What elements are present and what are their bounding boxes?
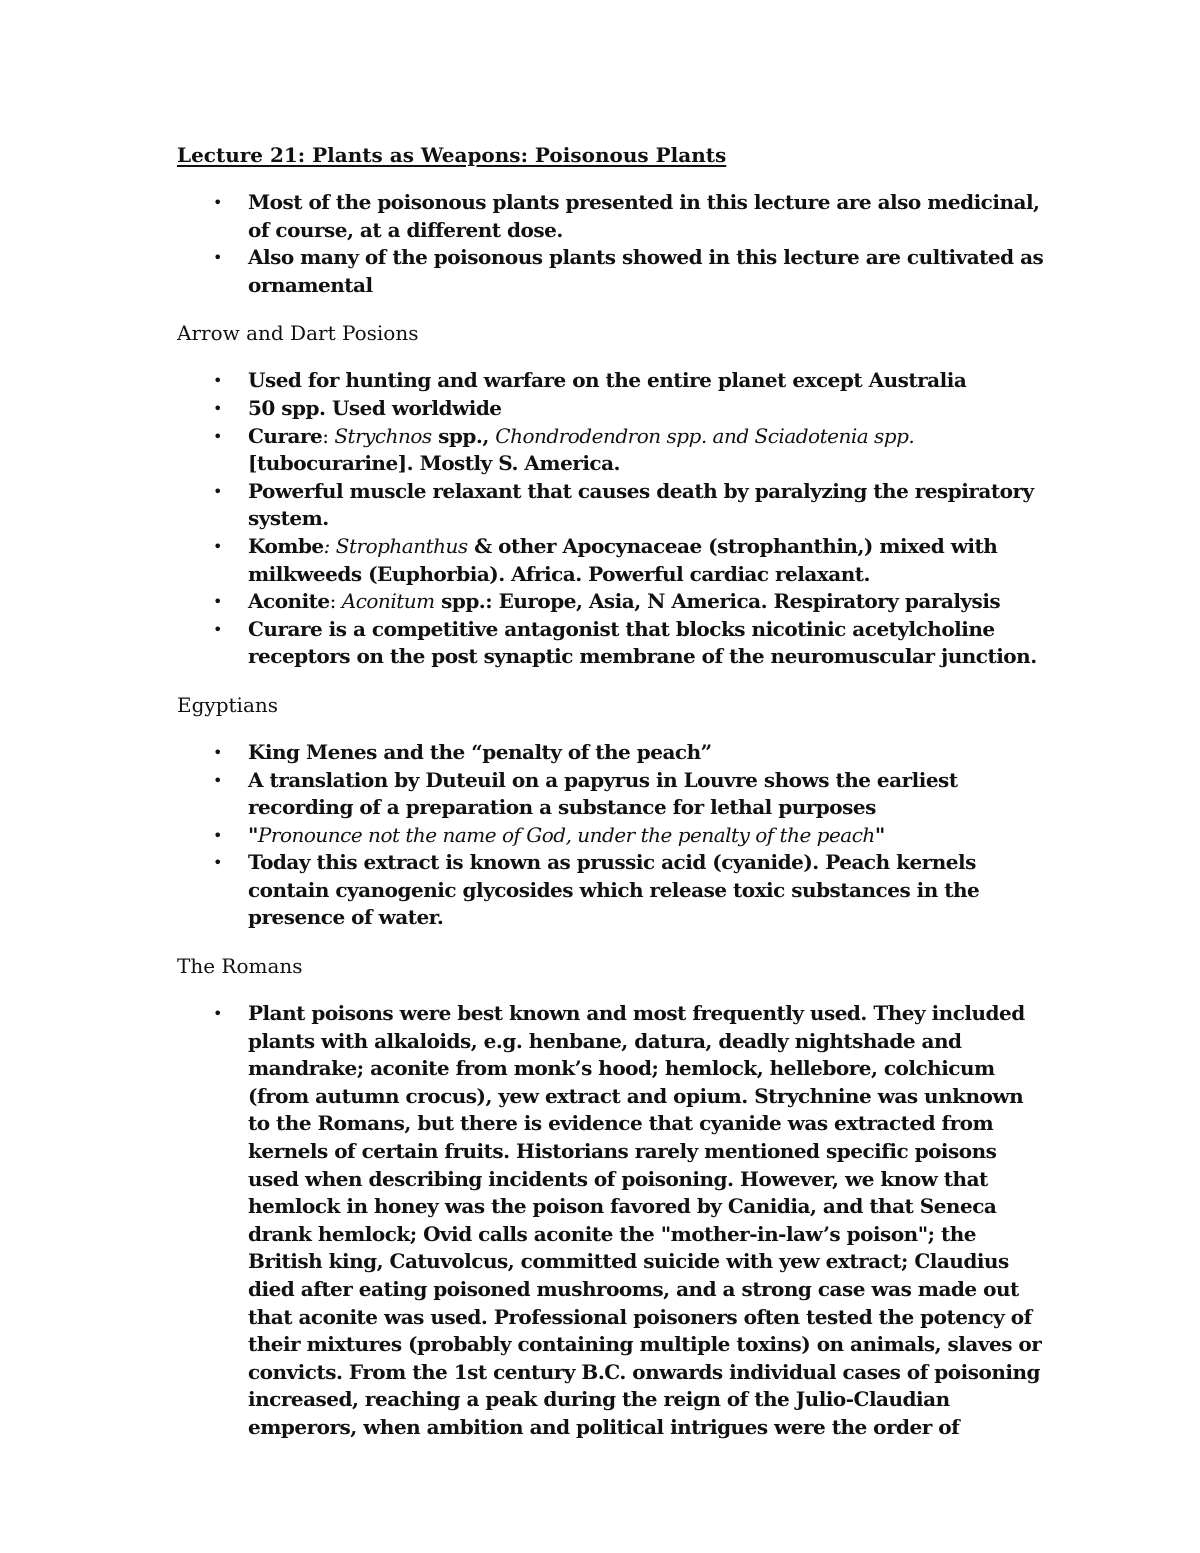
- arrow-list: [177, 367, 1050, 671]
- bullet-icon: •: [213, 770, 222, 790]
- bullet-icon: •: [213, 481, 222, 501]
- list-item: • Today this extract is known as prussic acid (cyanide). Peach kernels contain cyanogenic glycosides which release toxic substances in the presence of water.: [213, 850, 980, 930]
- list-item: • Curare is a competitive antagonist that blocks nicotinic acetylcholine receptors on the post synaptic membrane of the neuromuscular junction.: [213, 616, 1037, 669]
- bullet-icon: •: [213, 398, 222, 418]
- bullet-icon: •: [213, 536, 222, 556]
- bullet-icon: •: [213, 248, 222, 268]
- romans-list: [177, 1000, 1050, 1442]
- list-item: • Used for hunting and warfare on the entire planet except Australia: [177, 367, 1050, 395]
- section-heading-arrow: Arrow and Dart Posions: [177, 321, 419, 346]
- list-item: • A translation by Duteuil on a papyrus in Louvre shows the earliest recording of a preparation a substance for lethal purposes: [213, 767, 958, 820]
- bullet-icon: •: [213, 371, 222, 391]
- list-item: • King Menes and the “penalty of the peach”: [177, 739, 1050, 767]
- intro-list: [177, 189, 1050, 299]
- bullet-icon: •: [213, 742, 222, 762]
- section-heading-romans: The Romans: [177, 954, 303, 979]
- bullet-icon: •: [213, 853, 222, 873]
- egypt-list: [177, 739, 1050, 932]
- bullet-icon: •: [213, 1004, 222, 1024]
- bullet-icon: •: [213, 619, 222, 639]
- lecture-title: Lecture 21: Plants as Weapons: Poisonous Plants: [177, 143, 727, 167]
- bullet-icon: •: [213, 193, 222, 212]
- bullet-icon: •: [213, 825, 222, 845]
- list-item: • Powerful muscle relaxant that causes death by paralyzing the respiratory system.: [213, 478, 1034, 531]
- list-item: • Kombe: Strophanthus & other Apocynaceae (strophanthin,) mixed with milkweeds (Euphorbia). Africa. Powerful cardiac relaxant.: [213, 533, 998, 586]
- list-item: • Also many of the poisonous plants showed in this lecture are cultivated as ornamental: [213, 245, 1044, 297]
- list-item: • Aconite: Aconitum spp.: Europe, Asia, N America. Respiratory paralysis: [177, 588, 1050, 616]
- bullet-icon: •: [213, 426, 222, 446]
- list-item: • 50 spp. Used worldwide: [177, 395, 1050, 423]
- bullet-icon: •: [213, 592, 222, 612]
- section-heading-egyptians: Egyptians: [177, 692, 279, 717]
- list-item: • Curare: Strychnos spp., Chondrodendron spp. and Sciadotenia spp. [tubocurarine]. Mostly S. America.: [213, 423, 915, 476]
- list-item: • Plant poisons were best known and most frequently used. They included plants with alkaloids, e.g. henbane, datura, deadly nightshade and mandrake; aconite from monk’s hood; hemlock, hellebore, colchicum (from autumn crocus), yew extract and opium. Strychnine was unknown to the Romans, but there is evidence that cyanide was extracted from kernels of certain fruits. Historians rarely mentioned specific poisons used when describing incidents of poisoning. However, we know that hemlock in honey was the poison favored by Canidia, and that Seneca drank hemlock; Ovid calls aconite the "mother-in-law’s poison"; the British king, Catuvolcus, committed suicide with yew extract; Claudius died after eating poisoned mushrooms, and a strong case was made out that aconite was used. Professional poisoners often tested the potency of their mixtures (probably containing multiple toxins) on animals, slaves or convicts. From the 1st century B.C. onwards individual cases of poisoning increased, reaching a peak during the reign of the Julio-Claudian emperors, when ambition and political intrigues were the order of: [213, 1001, 1042, 1439]
- list-item: • "Pronounce not the name of God, under the penalty of the peach": [177, 822, 1050, 850]
- list-item: • Most of the poisonous plants presented in this lecture are also medicinal, of course, at a different dose.: [213, 190, 1040, 242]
